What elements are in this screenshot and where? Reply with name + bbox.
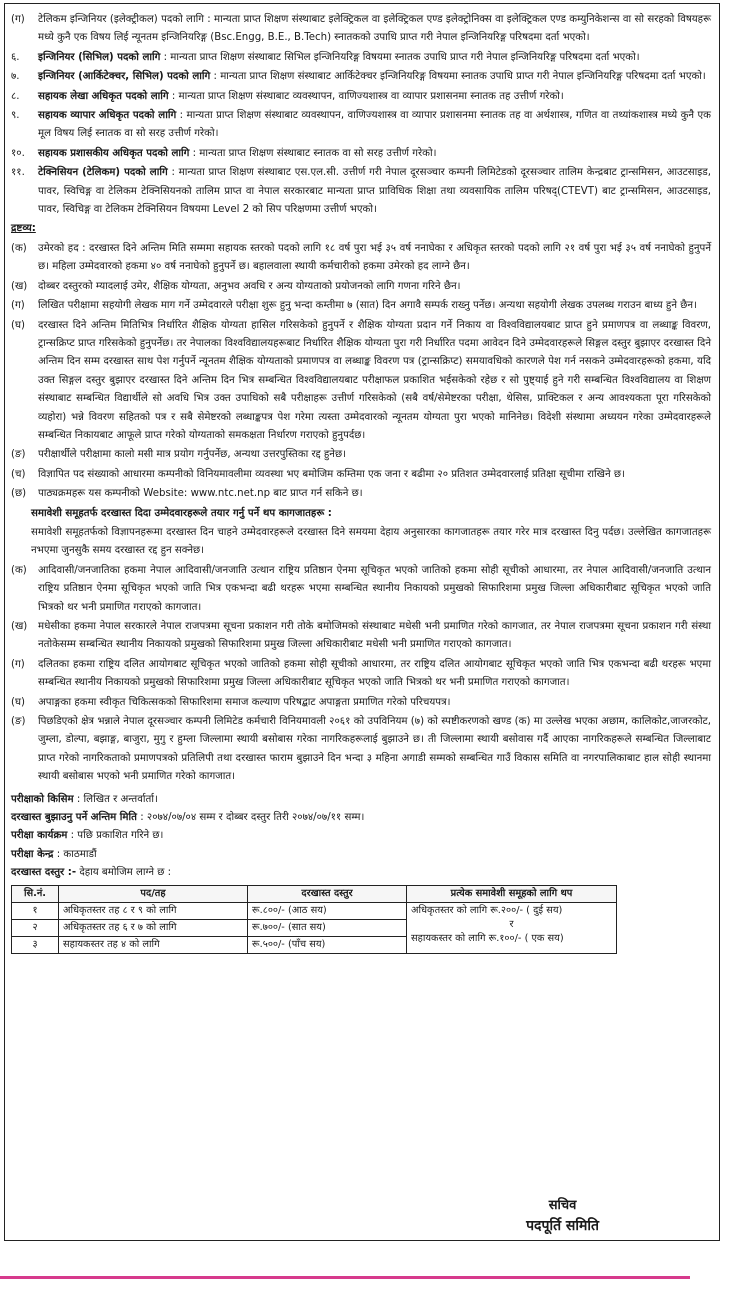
item-number: (ख): [11, 280, 28, 292]
item-number: (ग): [11, 658, 25, 670]
note-text: पाठ्यक्रमहरू यस कम्पनीको Website: www.ntc.net.np बाट प्राप्त गर्न सकिने छ।: [38, 488, 363, 500]
application-fee: [11, 864, 711, 882]
post-title: इन्जिनियर (सिभिल) पदको लागि: [38, 51, 161, 63]
inclusive-text: पिछडिएको क्षेत्र भन्नाले नेपाल दूरसञ्चार कम्पनी लिमिटेड कर्मचारी विनियमावली २०६१ को उपविनियम (७) को स्पष्टीकरणको खण्ड (क) मा उल्लेख भएका अछाम, कालिकोट,जाजरकोट, जुम्ला, डोल्पा, बझाङ्ग, बाजुरा, मुगु र हुम्ला जिल्लामा स्थायी बसोबास गरेका नागरिकहरूलाई बुझाउने छ। ती जिल्लामा स्थायी बसोवास गर्दै आएका नागरिकहरूले सम्बन्धित जिल्लाबाट प्राप्त गरेको नागरिकताको प्रमाणपत्रको प्रतिलिपी तथा दरखास्त फाराम बुझाउने दिन भन्दा ३ महिना अगाडी सम्मको सम्बन्धित गाउँ विकास समिति वा नगरपालिकाबाट हाल सोही स्थानमा स्थायी बसोबास भएको भनी प्रमाणित गरेको कागजात।: [38, 716, 711, 783]
post-title: टेक्निसियन (टेलिकम) पदको लागि: [38, 167, 168, 179]
post-qualification: : मान्यता प्राप्त शिक्षण संस्थाबाट व्यवस्थापन, वाणिज्यशास्त्र वा व्यापार प्रशासनमा स्नातक तह उत्तीर्ण गरेको।: [171, 90, 564, 102]
inclusive-heading: समावेशी समूहतर्फ दरखास्त दिदा उम्मेदवारहरूले तयार गर्नु पर्ने थप कागजातहरू :: [31, 507, 332, 519]
cell-fee: रू.७००/- (सात सय): [248, 919, 407, 936]
note-text: उमेरको हद : दरखास्त दिने अन्तिम मिति सम्ममा सहायक स्तरको पदको लागि १८ वर्ष पुरा भई ३५ वर्ष ननाघेका र अधिकृत स्तरको पदको लागि २१ वर्ष पुरा भई ३५ वर्ष ननाघेको हुनुपर्ने छ। महिला उम्मेदवारको हकमा ४० वर्ष ननाघेको हुनुपर्ने छ। बहालवाला स्थायी कर्मचारीको हकमा उमेरको हद लाग्ने छैन।: [38, 242, 711, 273]
note-item: [11, 278, 711, 296]
col-header-extra: प्रत्येक समावेशी समूहको लागि थप: [407, 885, 617, 902]
item-number: (च): [11, 468, 26, 480]
item-number: ८.: [11, 90, 20, 102]
note-item: [11, 240, 711, 277]
item-number: (छ): [11, 488, 27, 500]
post-title: सहायक लेखा अधिकृत पदको लागि: [38, 90, 169, 102]
deadline-label: दरखास्त बुझाउनु पर्ने अन्तिम मिति: [11, 812, 137, 824]
post-title: इन्जिनियर (आर्किटेक्चर, सिभिल) पदको लागि: [38, 71, 211, 83]
item-number: (ख): [11, 621, 28, 632]
exam-type-value: : लिखित र अन्तर्वार्ता।: [76, 793, 158, 805]
notice-document: [4, 3, 720, 1241]
note-item: [11, 317, 711, 446]
cell-sn: १: [12, 902, 59, 919]
cell-post: अधिकृतस्तर तह ८ र ९ को लागि: [59, 902, 248, 919]
accent-divider: [0, 1276, 690, 1279]
col-header-fee: दरखास्त दस्तुर: [248, 885, 407, 902]
item-number: (ङ): [11, 449, 26, 461]
cell-post: सहायकस्तर तह ४ को लागि: [59, 936, 248, 953]
exam-center: [11, 846, 711, 864]
post-item-8: [11, 88, 711, 106]
col-header-sn: सि.नं.: [12, 885, 59, 902]
note-text: दरखास्त दिने अन्तिम मितिभित्र निर्धारित शैक्षिक योग्यता हासिल गरिसकेको हुनुपर्ने र शैक्षिक योग्यता प्रदान गर्ने निकाय वा विश्वविद्यालयबाट प्राप्त हुने प्रमाणपत्र वा लब्धाङ्क विवरण, ट्रान्सक्रिप्ट प्राप्त गरिसकेको हुनुपर्नेछ। तर नेपालका विश्वविद्यालयहरूबाट निर्धारित शैक्षिक योग्यता पुरा गरी निर्धारित पदमा आवेदन दिने उम्मेदवारहरूले सिङ्गल दस्तुर बुझाएर दरखास्त दिने अन्तिम दिन सम्म दरखास्त साथ पेश गर्नुपर्ने न्यूनतम शैक्षिक योग्यताको प्रमाणपत्र वा लब्धाङ्क विवरण पत्र (ट्रान्सक्रिप्ट) समयावधिको कारणले पेश गर्न नसकने उम्मेदवारहरूको हकमा, यदि उक्त सिङ्गल दस्तुर बुझाएर दरखास्त दिने अन्तिम दिन भित्र सम्बन्धित विश्वविद्यालयबाट परीक्षाफल प्रकाशित भईसकेको रहेछ र सो पुष्ट्याई हुने गरी सम्बन्धित विश्वविद्यालय वा शिक्षण संस्थाबाट सम्बन्धित विद्यार्थीले सो अवधि भित्र उक्त उपाधिको सबै परीक्षाहरू उत्तीर्ण गरिसकेको (सबै वर्ष/सेमेष्टरका परीक्षा, थेसिस, प्राक्टिकल र अन्य आवश्यकता पूरा गरिसकेको व्यहोरा) भन्ने विवरण सहितको पत्र र सबै सेमेष्टरको लब्धाङ्कपत्र पेश गरेमा त्यस्ता उम्मेदवारको न्यूनतम योग्यता पुरा भएको मानिनेछ। विदेशी संस्थामा अध्ययन गरेका उम्मेदवारहरूले सम्बन्धित निकायबाट आफूले प्राप्त गरेको योग्यताको समकक्षता निर्धारण गराएको हुनुपर्दछ।: [38, 319, 711, 441]
post-title: सहायक प्रशासकीय अधिकृत पदको लागि: [38, 147, 190, 159]
table-row: [12, 902, 617, 919]
exam-schedule: [11, 827, 711, 845]
signature-title: सचिव: [548, 1198, 577, 1213]
note-text: परीक्षार्थीले परीक्षामा कालो मसी मात्र प्रयोग गर्नुपर्नेछ, अन्यथा उत्तरपुस्तिका रद्द हुनेछ।: [38, 449, 346, 461]
inclusive-text: दलितका हकमा राष्ट्रिय दलित आयोगबाट सूचिकृत भएको जातिको हकमा सोही सूचीको आधारमा, तर राष्ट्रिय दलित आयोगबाट सूचिकृत भएको जाति भित्र एकभन्दा बढी थरहरू भएमा सम्बन्धित स्थानीय निकायको प्रमुखको सिफारिशमा प्रमुख जिल्ला अधिकारीबाट सूचिकृत भएको जाति भित्रको थर भनी प्रमाणित गराएको कागजात।: [38, 658, 711, 689]
intro-item: [11, 11, 711, 48]
post-qualification: : मान्यता प्राप्त शिक्षण संस्थाबाट स्नातक वा सो सरह उत्तीर्ण गरेको।: [192, 147, 437, 159]
exam-type: [11, 791, 711, 809]
post-qualification: : मान्यता प्राप्त शिक्षण संस्थाबाट सिभिल इन्जिनियरिङ्ग विषयमा स्नातक उपाधि प्राप्त गरी नेपाल इन्जिनियरिङ्ग परिषदमा दर्ता भएको।: [163, 51, 640, 63]
item-number: (घ): [11, 319, 25, 331]
cell-post: अधिकृतस्तर तह ६ र ७ को लागि: [59, 919, 248, 936]
exam-type-label: परीक्षाको किसिम: [11, 793, 74, 805]
center-label: परीक्षा केन्द्र: [11, 848, 54, 860]
post-qualification: : मान्यता प्राप्त शिक्षण संस्थाबाट एस.एल.सी. उत्तीर्ण गरी नेपाल दूरसञ्चार कम्पनी लिमिटेडको दूरसञ्चार तालिम केन्द्रबाट ट्रान्समिसन, आउटसाइड, पावर, स्विचिङ्ग वा टेलिकम टेक्निसियनको तालिम प्राप्त वा नेपाल सरकारबाट मान्यता प्राप्त प्राविधिक शिक्षा तथा व्यवसायिक तालिम परिषद्(CTEVT) बाट ट्रान्समिसन, आउटसाइड, पावर, स्विचिङ्ग वा टेलिकम टेक्निसियन विषयमा Level 2 को सिप परिक्षणमा उत्तीर्ण भएको।: [38, 167, 711, 216]
item-number: (ङ): [11, 716, 26, 728]
item-number: (ग): [11, 300, 25, 312]
post-title: सहायक व्यापार अधिकृत पदको लागि: [38, 110, 177, 122]
post-item-11: [11, 164, 711, 219]
item-number: ९.: [11, 110, 20, 122]
inclusive-text: आदिवासी/जनजातिका हकमा नेपाल आदिवासी/जनजाति उत्थान राष्ट्रिय प्रतिष्ठान ऐनमा सूचिकृत भएको जातिको हकमा सोही सूचीको आधारमा, तर नेपाल आदिवासी/जनजाति उत्थान राष्ट्रिय प्रतिष्ठान ऐनमा सूचिकृत भएको जाति भित्र एकभन्दा बढी थरहरू भएमा सम्बन्धित स्थानीय निकायको प्रमुखको सिफारिशमा प्रमुख जिल्ला अधिकारीबाट सूचिकृत भएको जाति भित्रको थर भनी प्रमाणित गराएको कागजात।: [38, 564, 711, 613]
inclusive-text: अपाङ्गका हकमा स्वीकृत चिकित्सकको सिफारिशमा समाज कल्याण परिषद्बाट अपाङ्गता प्रमाणित गरेको परिचयपत्र।: [38, 696, 451, 708]
item-number: ७.: [11, 71, 20, 83]
fee-label: दरखास्त दस्तुर :-: [11, 867, 77, 879]
note-item: [11, 446, 711, 464]
post-qualification: : मान्यता प्राप्त शिक्षण संस्थाबाट आर्किटेक्चर इन्जिनियरिङ्ग विषयमा स्नातक उपाधि प्राप्त गरी नेपाल इन्जिनियरिङ्ग परिषदमा दर्ता भएको।: [213, 71, 706, 83]
notes-heading: द्रष्टव्य:: [11, 223, 36, 235]
inclusive-item: [11, 713, 711, 787]
cell-sn: ३: [12, 936, 59, 953]
signature-committee: पदपूर्ति समिति: [526, 1218, 599, 1234]
post-item-6: [11, 49, 711, 67]
inclusive-item: [11, 562, 711, 617]
post-item-9: [11, 107, 711, 144]
note-text: विज्ञापित पद संख्याको आधारमा कम्पनीको विनियमावलीमा व्यवस्था भए बमोजिम कम्तिमा एक जना र बढीमा २० प्रतिशत उम्मेदवारलाई प्रतिक्षा सूचीमा राखिने छ।: [38, 468, 625, 480]
cell-fee: रू.५००/- (पाँच सय): [248, 936, 407, 953]
note-text: लिखित परीक्षामा सहयोगी लेखक माग गर्ने उम्मेदवारले परीक्षा शुरू हुनु भन्दा कम्तीमा ७ (सात) दिन अगावै सम्पर्क राख्नु पर्नेछ। अन्यथा सहयोगी लेखक उपलब्ध गराउन बाध्य हुने छैन।: [38, 300, 697, 312]
post-item-7: [11, 68, 711, 86]
fee-table: [11, 885, 617, 954]
item-text: टेलिकम इन्जिनियर (इलेक्ट्रीकल) पदको लागि : मान्यता प्राप्त शिक्षण संस्थाबाट इलेक्ट्रिकल वा इलेक्ट्रिकल एण्ड इलेक्ट्रोनिक्स वा इलेक्ट्रिकल एण्ड कम्युनिकेशन्स वा सो सरहको विषयहरू मध्ये कुनै एक विषय लिई न्यूनतम इन्जिनियरिङ्ग (Bsc.Engg, B.E., B.Tech) स्नातकको उपाधि प्राप्त गरी नेपाल इन्जिनियरिङ्ग परिषदमा दर्ता भएको।: [38, 14, 711, 44]
post-qualification: : मान्यता प्राप्त शिक्षण संस्थाबाट व्यवस्थापन, वाणिज्यशास्त्र वा व्यापार प्रशासनमा स्नातक तह वा अर्थशास्त्र, गणित वा तथ्यांकशास्त्र मध्ये कुनै एक मूल विषय लिई स्नातक वा सो सरह उत्तीर्ण गरेको।: [38, 110, 711, 140]
col-header-post: पद/तह: [59, 885, 248, 902]
note-item: [11, 466, 711, 484]
extra-and: र: [509, 918, 514, 930]
inclusive-item: [11, 694, 711, 712]
note-item: [11, 297, 711, 315]
application-deadline: [11, 809, 711, 827]
extra-assistant: सहायकस्तर को लागि रू.१००/- ( एक सय): [411, 932, 564, 944]
item-number: (ग): [11, 14, 25, 25]
item-number: (क): [11, 242, 27, 254]
note-text: दोब्बर दस्तुरको म्यादलाई उमेर, शैक्षिक योग्यता, अनुभव अवधि र अन्य योग्यताको प्रयोजनको लागि गणना गरिने छैन।: [38, 280, 461, 292]
fee-value: देहाय बमोजिम लाग्ने छ :: [79, 867, 172, 879]
item-number: १०.: [11, 147, 25, 159]
schedule-label: परीक्षा कार्यक्रम: [11, 830, 68, 842]
extra-officer: अधिकृतस्तर को लागि रू.२००/- ( दुई सय): [411, 904, 563, 916]
center-value: : काठमाडौं: [56, 848, 97, 860]
item-number: ६.: [11, 51, 20, 63]
post-item-10: [11, 145, 711, 163]
inclusive-item: [11, 618, 711, 655]
note-item: [11, 485, 711, 503]
item-number: (क): [11, 564, 27, 576]
inclusive-item: [11, 656, 711, 693]
cell-extra: [407, 902, 617, 953]
schedule-value: : पछि प्रकाशित गरिने छ।: [70, 830, 164, 842]
item-number: ११.: [11, 167, 25, 179]
deadline-value: : २०७४/०७/०४ सम्म र दोब्बर दस्तुर तिरी २०७४/०७/११ सम्म।: [140, 812, 365, 824]
inclusive-text: मधेसीका हकमा नेपाल सरकारले नेपाल राजपत्रमा सूचना प्रकाशन गरी तोके बमोजिमको संस्थाबाट मधेसी भनी प्रमाणित गरेको कागजात, तर नेपाल राजपत्रमा सूचना प्रकाशन गरी संस्था नतोकेसम्म सम्बन्धित स्थानीय निकायको प्रमुखको सिफारिशमा प्रमुख जिल्ला अधिकारीबाट मधेसी भनी प्रमाणित गराएको कागजात।: [38, 621, 711, 651]
cell-sn: २: [12, 919, 59, 936]
table-header-row: [12, 885, 617, 902]
inclusive-intro: समावेशी समूहतर्फको विज्ञापनहरूमा दरखास्त दिन चाहने उम्मेदवारहरूले दरखास्त दिने समयमा देहाय अनुसारका कागजातहरू तयार गरेर मात्र दरखास्त दिनु पर्दछ। उल्लेखित कागजातहरू नभएमा जुनसुकै समय दरखास्त रद्द हुन सक्नेछ।: [31, 526, 711, 557]
cell-fee: रू.८००/- (आठ सय): [248, 902, 407, 919]
item-number: (घ): [11, 696, 25, 708]
signature-block: [526, 1196, 599, 1236]
